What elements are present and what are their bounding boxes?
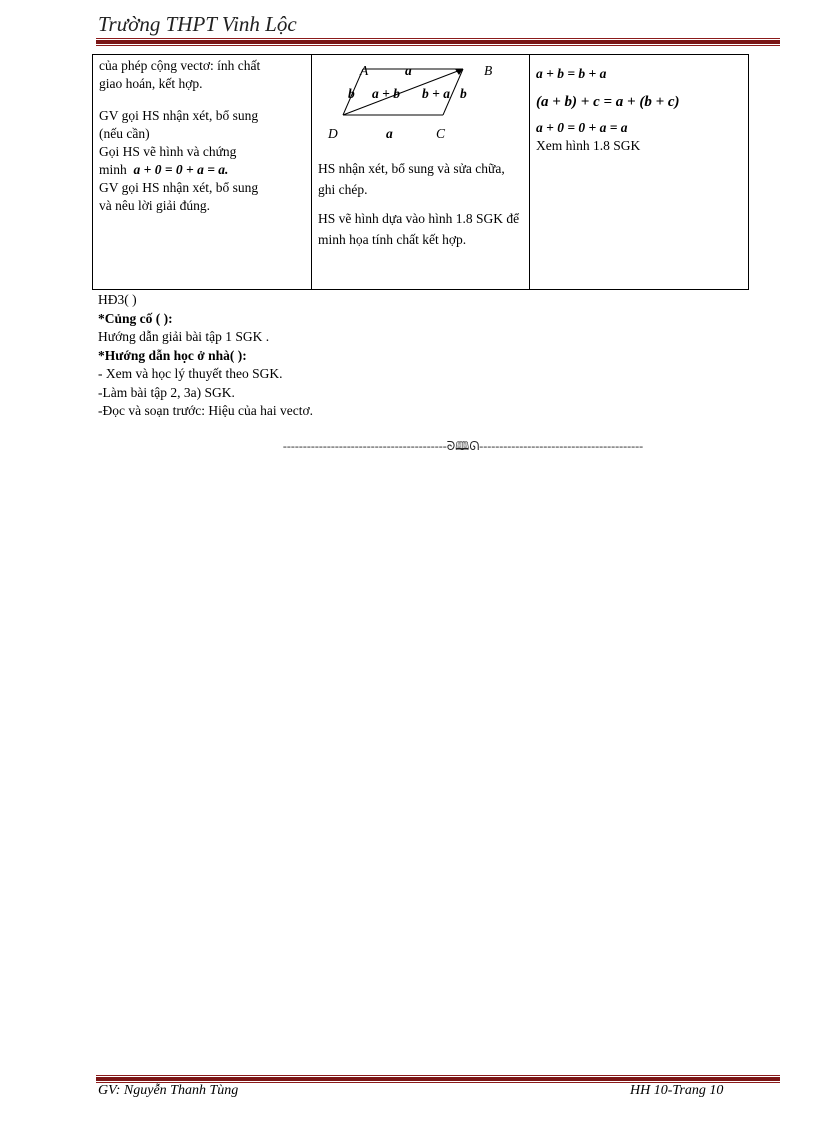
reference-note: Xem hình 1.8 SGK <box>536 138 641 153</box>
vector-label-top: a <box>405 63 412 78</box>
table-row <box>93 55 749 290</box>
teacher-activity-cell <box>93 55 312 290</box>
homework-item: - Xem và học lý thuyết theo SGK. <box>98 366 283 381</box>
text-line: và nêu lời giải đúng. <box>99 198 210 213</box>
text-paragraph: HS nhận xét, bổ sung và sửa chữa, ghi chép. <box>318 161 505 197</box>
point-label-d: D <box>328 126 338 141</box>
text-line: (nếu cần) <box>99 126 150 141</box>
vector-label-sum-ab: a + b <box>372 86 400 101</box>
point-label-c: C <box>436 126 446 141</box>
equation-associative: (a + b) + c = a + (b + c) <box>536 94 680 110</box>
consolidation-text: Hướng dẫn giải bài tập 1 SGK . <box>98 329 270 344</box>
homework-item: -Đọc và soạn trước: Hiệu của hai vectơ. <box>98 403 314 418</box>
consolidation-heading: *Củng cố ( ): <box>98 310 173 326</box>
vector-label-sum-ba: b + a <box>422 86 450 101</box>
vector-label-bottom: a <box>386 126 393 141</box>
text-line: giao hoán, kết hợp. <box>99 76 203 91</box>
activity-heading: HĐ3( ) <box>98 292 137 307</box>
lesson-notes <box>98 291 313 421</box>
student-activity-cell <box>312 55 530 290</box>
math-expression: a + 0 = 0 + a = a <box>133 162 226 177</box>
text-line: GV gọi HS nhận xét, bổ sung <box>99 108 259 123</box>
book-ornament-icon: ᘐ🕮ᘏ <box>446 439 480 453</box>
vector-label-left: b <box>348 86 355 101</box>
section-divider <box>258 437 668 458</box>
homework-heading: *Hướng dẫn học ở nhà( ): <box>98 347 247 363</box>
divider-dashes-left: ----------------------------------------- <box>282 439 447 453</box>
header-rule <box>96 38 780 46</box>
footer-page-number: HH 10-Trang 10 <box>630 1083 724 1098</box>
point-label-b: B <box>484 63 493 78</box>
divider-dashes-right: ----------------------------------------- <box>479 439 644 453</box>
text-line: Gọi HS vẽ hình và chứng <box>99 144 237 159</box>
text-line <box>99 161 305 179</box>
board-content-cell <box>530 55 749 290</box>
equation-zero-vector: a + 0 = 0 + a = a <box>536 120 628 135</box>
footer-rule <box>96 1075 780 1083</box>
vector-label-right: b <box>460 86 467 101</box>
text-line: GV gọi HS nhận xét, bổ sung <box>99 180 259 195</box>
lesson-table <box>92 54 749 290</box>
text-paragraph: HS vẽ hình dựa vào hình 1.8 SGK để minh họa tính chất kết hợp. <box>318 211 520 247</box>
homework-item: -Làm bài tập 2, 3a) SGK. <box>98 384 235 400</box>
text-line: của phép cộng vectơ: ính chất <box>99 58 261 73</box>
point-label-a: A <box>360 63 369 78</box>
school-header: Trường THPT Vinh Lộc <box>98 12 297 36</box>
parallelogram-figure <box>318 57 518 152</box>
footer-author: GV: Nguyễn Thanh Tùng <box>98 1083 239 1098</box>
text-fragment: . <box>225 162 229 177</box>
text-fragment: minh <box>99 162 127 177</box>
equation-commutative: a + b = b + a <box>536 66 607 81</box>
